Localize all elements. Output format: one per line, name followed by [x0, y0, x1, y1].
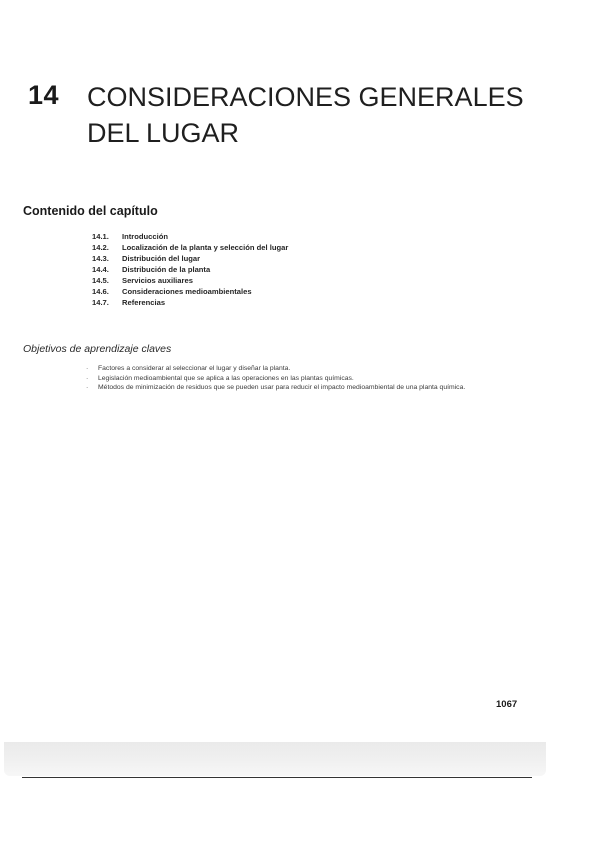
contents-heading: Contenido del capítulo [23, 204, 158, 218]
contents-item-label: Localización de la planta y selección del lugar [122, 243, 289, 252]
contents-item-number: 14.3. [92, 254, 109, 263]
chapter-number: 14 [28, 80, 60, 110]
bullet-icon: · [86, 384, 89, 391]
contents-item-number: 14.2. [92, 243, 109, 252]
contents-item-number: 14.1. [92, 232, 109, 241]
bullet-icon: · [86, 365, 89, 372]
contents-item [92, 231, 288, 242]
objectives-list [86, 364, 526, 393]
page-edge-shadow [4, 742, 546, 776]
contents-item-number: 14.7. [92, 298, 109, 307]
contents-item-label: Referencias [122, 298, 166, 307]
objective-item [86, 383, 526, 393]
objectives-heading: Objetivos de aprendizaje claves [23, 343, 172, 355]
contents-item-label: Distribución de la planta [122, 265, 211, 274]
objective-text: Factores a considerar al seleccionar el lugar y diseñar la planta. [98, 365, 291, 372]
contents-item-label: Consideraciones medioambientales [122, 287, 252, 296]
contents-item-number: 14.5. [92, 276, 109, 285]
objective-text: Legislación medioambiental que se aplica a las operaciones en las plantas químicas. [98, 374, 354, 382]
contents-item-number: 14.4. [92, 265, 109, 274]
contents-list [92, 231, 288, 308]
contents-item [92, 264, 288, 275]
bullet-icon: · [86, 374, 89, 382]
contents-item-label: Introducción [122, 232, 168, 241]
page-number: 1067 [496, 699, 518, 710]
objective-text: Métodos de minimización de residuos que se pueden usar para reducir el impacto medioambiental de una planta química. [98, 384, 466, 391]
contents-item [92, 286, 288, 297]
contents-item [92, 242, 288, 253]
contents-item [92, 297, 288, 308]
footer-rule [22, 777, 532, 778]
objective-item [86, 364, 526, 374]
contents-item [92, 275, 288, 286]
contents-item-label: Distribución del lugar [122, 254, 201, 263]
contents-item-number: 14.6. [92, 287, 109, 296]
chapter-title: CONSIDERACIONES GENERALES DEL LUGAR [87, 82, 524, 148]
contents-item [92, 253, 288, 264]
contents-item-label: Servicios auxiliares [122, 276, 193, 285]
objective-item [86, 374, 526, 384]
